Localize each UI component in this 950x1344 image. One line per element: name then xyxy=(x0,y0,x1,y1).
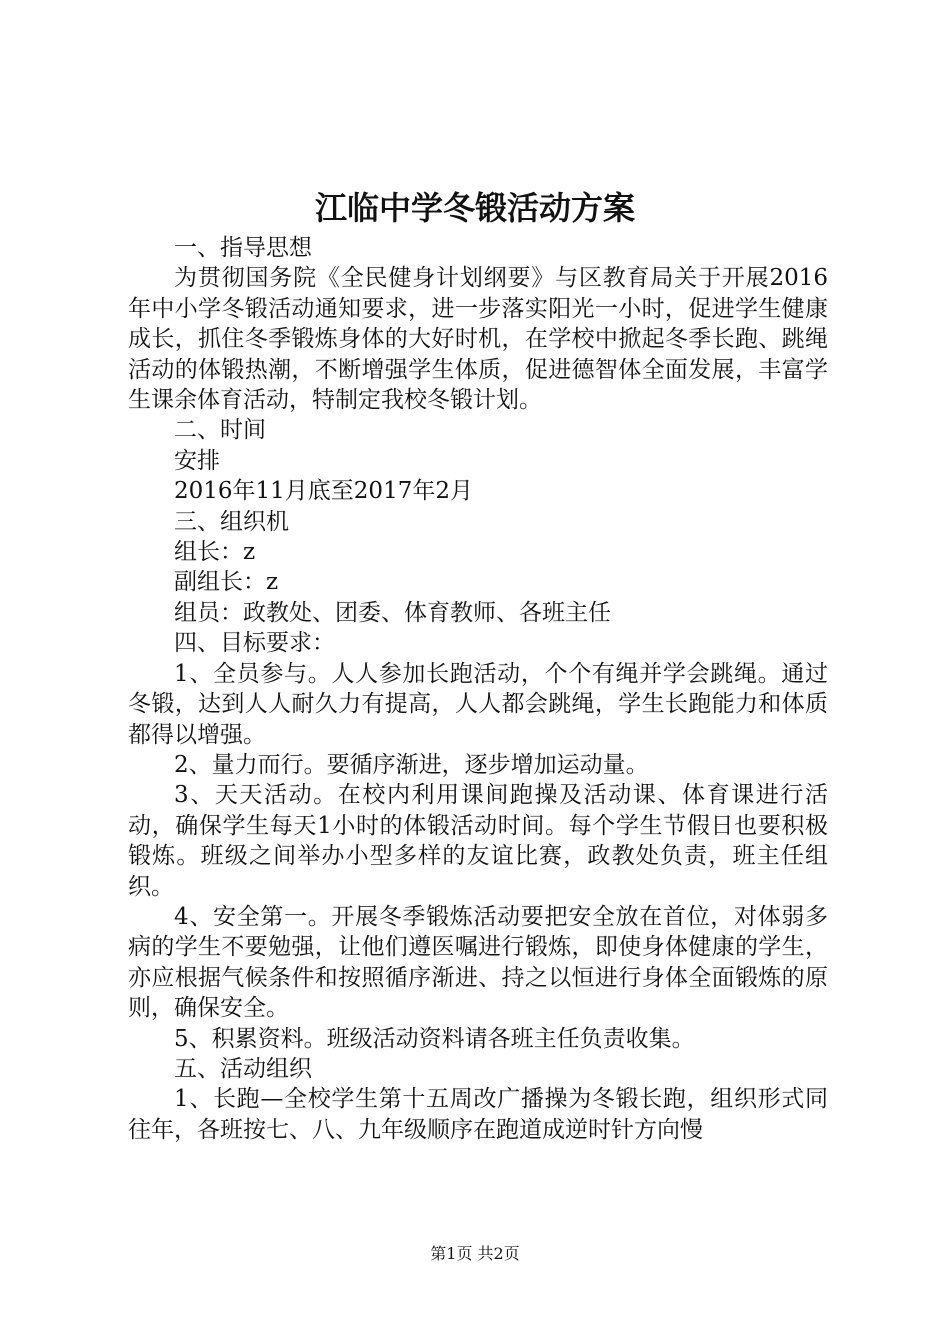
paragraph-deputy-leader: 副组长：z xyxy=(174,569,279,596)
paragraph-goal-3: 3、天天活动。在校内利用课间跑操及活动课、体育课进行活动，确保学生每天1小时的体锻活动时间。每个学生节假日也要积极锻炼。班级之间举办小型多样的友谊比赛，政教处负责，班主任组织。 xyxy=(128,782,828,900)
paragraph-purpose: 为贯彻国务院《全民健身计划纲要》与区教育局关于开展2016年中小学冬锻活动通知要求，进一步落实阳光一小时，促进学生健康成长，抓住冬季锻炼身体的大好时机，在学校中掀起冬季长跑、跳绳活动的体锻热潮，不断增强学生体质，促进德智体全面发展，丰富学生课余体育活动，特制定我校冬锻计划。 xyxy=(128,265,828,414)
paragraph-goal-2: 2、量力而行。要循序渐进，逐步增加运动量。 xyxy=(174,751,649,778)
heading-activity-organization: 五、活动组织 xyxy=(174,1055,312,1082)
paragraph-goal-1: 1、全员参与。人人参加长跑活动，个个有绳并学会跳绳。通过冬锻，达到人人耐久力有提高，人人都会跳绳，学生长跑能力和体质都得以增强。 xyxy=(128,660,828,748)
document-body xyxy=(128,233,828,1145)
heading-time: 二、时间 xyxy=(174,417,266,444)
document-title: 江临中学冬锻活动方案 xyxy=(314,189,635,227)
heading-organization: 三、组织机 xyxy=(174,508,289,535)
paragraph-activity-1: 1、长跑—全校学生第十五周改广播操为冬锻长跑，组织形式同往年，各班按七、八、九年级顺序在跑道成逆时针方向慢 xyxy=(128,1086,828,1143)
heading-guiding-ideology: 一、指导思想 xyxy=(174,235,312,261)
paragraph-group-leader: 组长：z xyxy=(174,539,256,566)
page-footer: 第1页 共2页 xyxy=(430,1244,520,1263)
paragraph-goal-5: 5、积累资料。班级活动资料请各班主任负责收集。 xyxy=(174,1025,695,1052)
paragraph-date-range: 2016年11月底至2017年2月 xyxy=(174,478,473,505)
heading-time-arrangement: 安排 xyxy=(174,447,220,474)
heading-goals: 四、目标要求： xyxy=(174,630,335,657)
paragraph-goal-4: 4、安全第一。开展冬季锻炼活动要把安全放在首位，对体弱多病的学生不要勉强，让他们遵医嘱进行锻炼，即使身体健康的学生，亦应根据气候条件和按照循序渐进、持之以恒进行身体全面锻炼的原则，确保安全。 xyxy=(128,903,828,1022)
paragraph-members: 组员：政教处、团委、体育教师、各班主任 xyxy=(174,599,611,626)
